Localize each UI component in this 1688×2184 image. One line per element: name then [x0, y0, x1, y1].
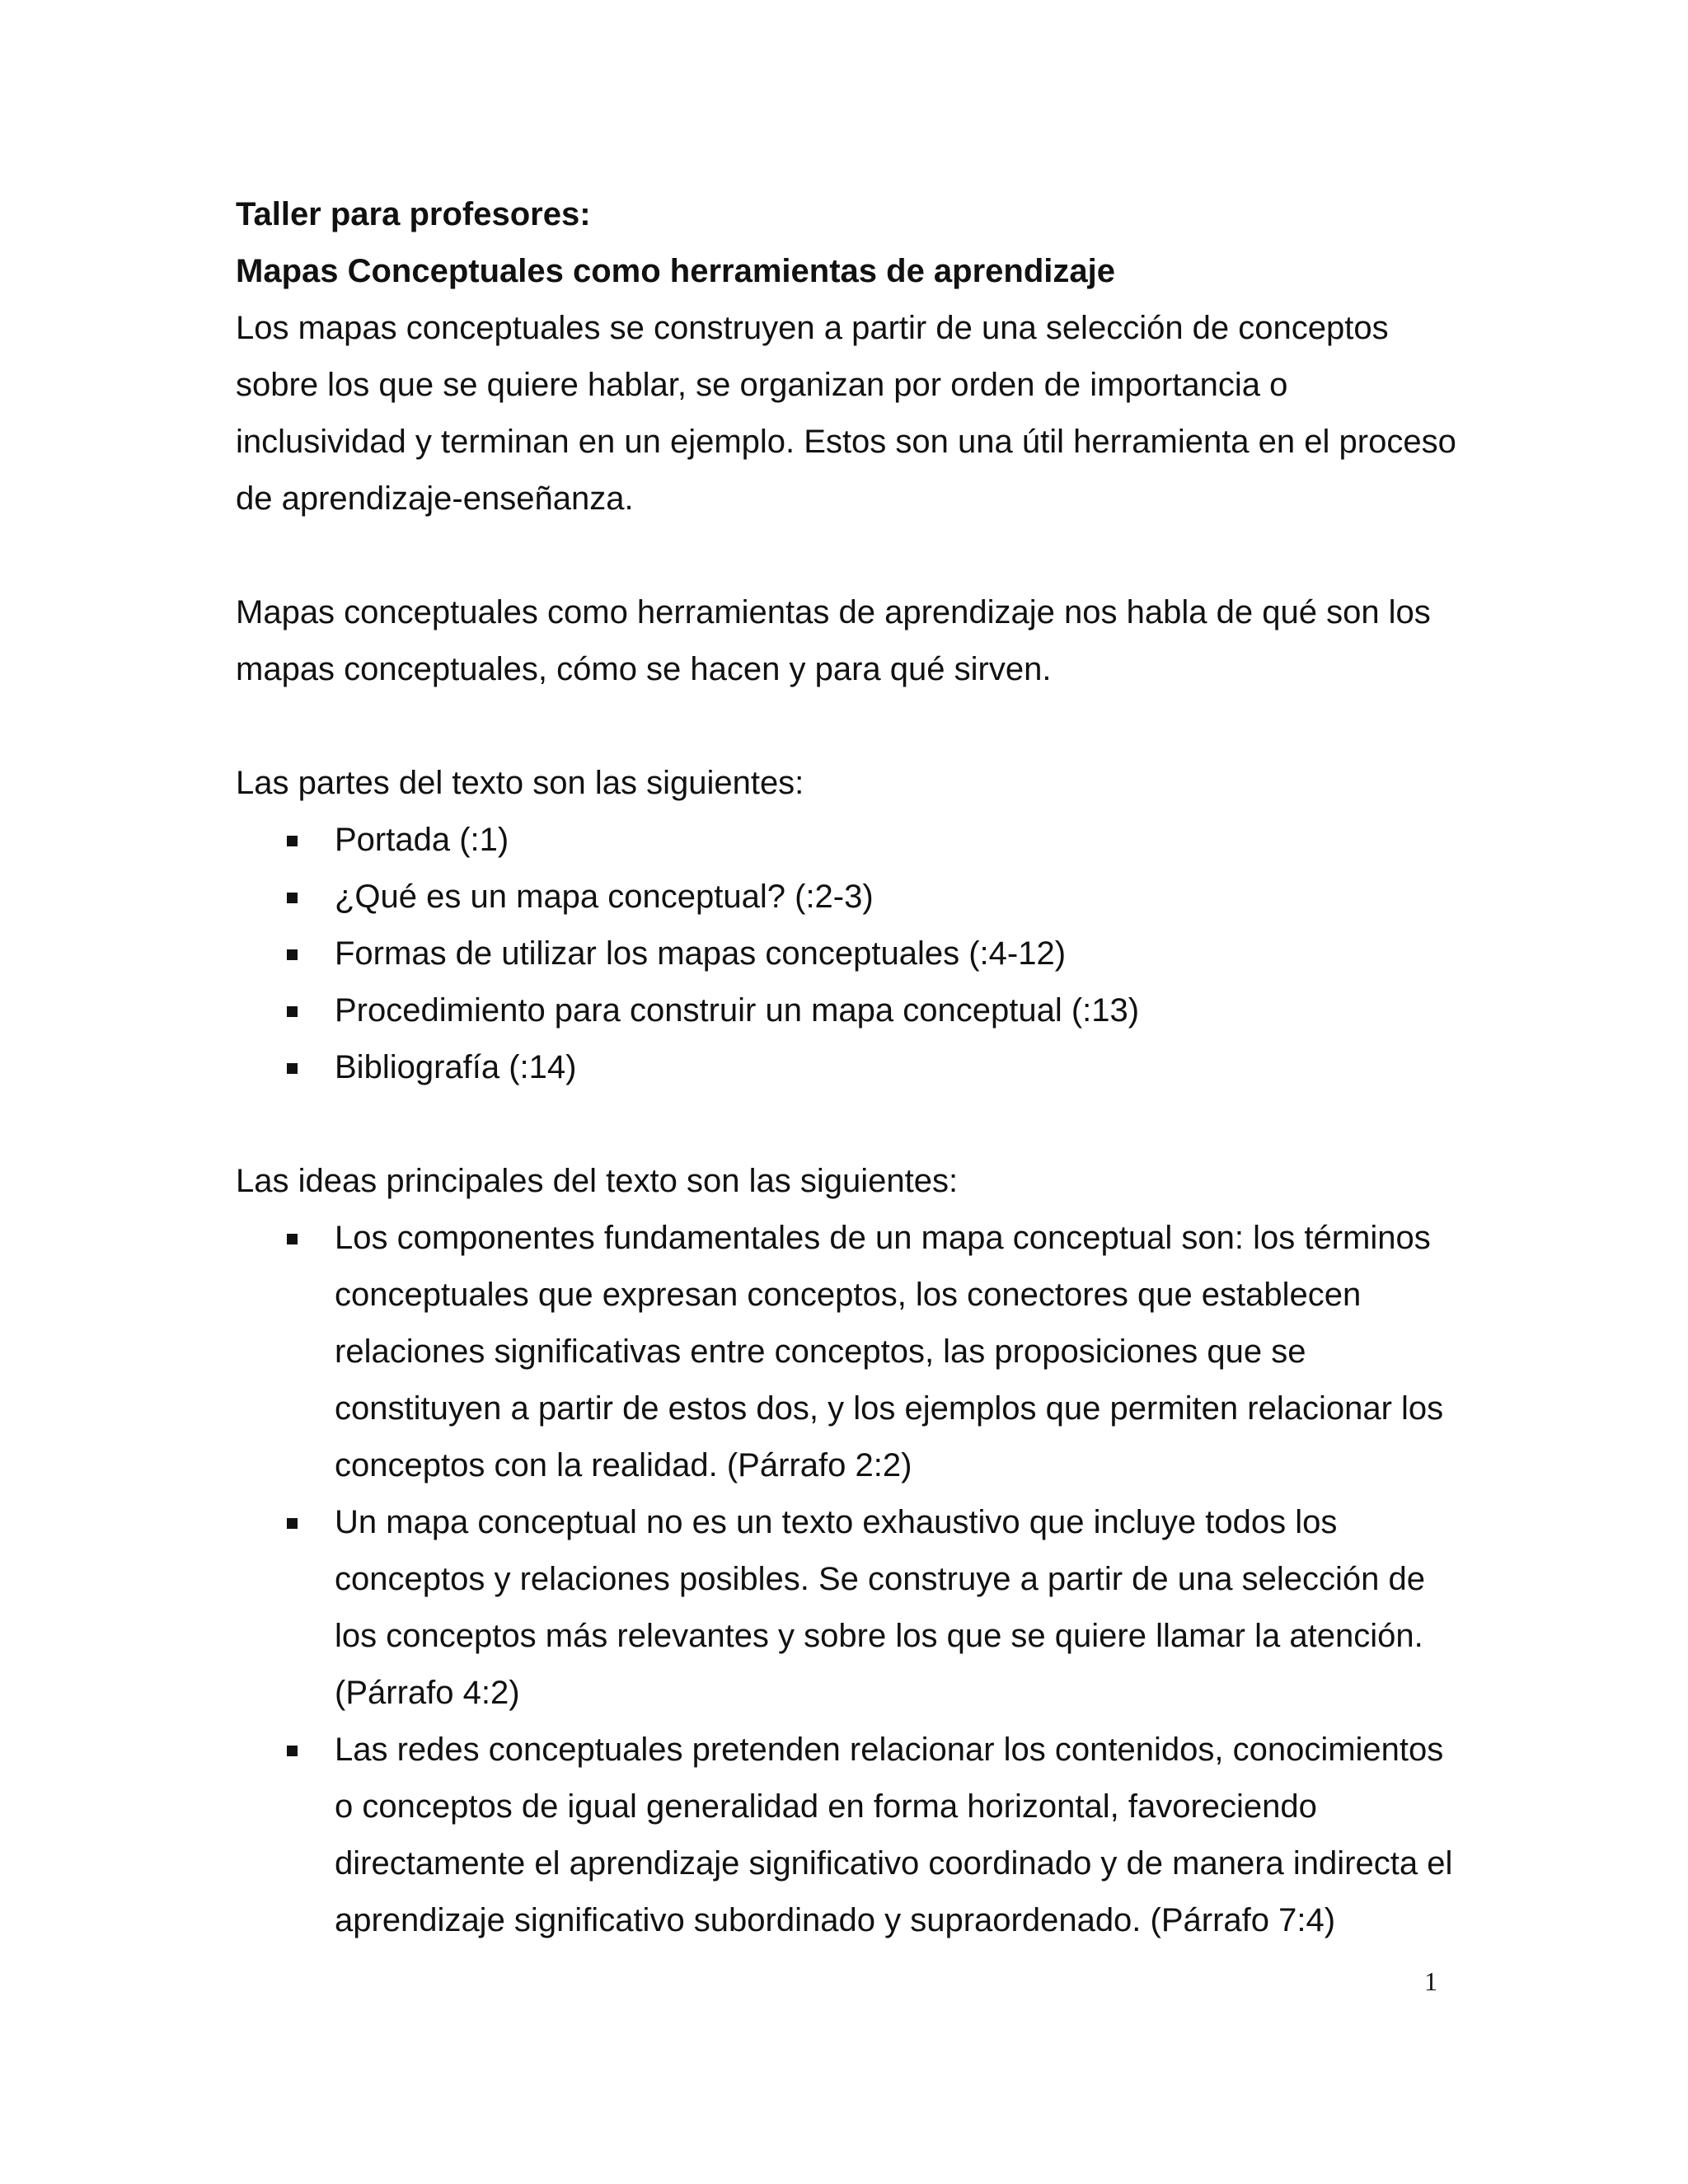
list-item-text: Procedimiento para construir un mapa conceptual (:13)	[335, 992, 1140, 1029]
bullet-square-icon	[287, 893, 298, 903]
bullet-square-icon	[287, 949, 298, 960]
list-item-text: Formas de utilizar los mapas conceptuales (:4-12)	[335, 935, 1067, 972]
list-item	[236, 1722, 1464, 1949]
list-item	[236, 869, 1464, 926]
bullet-square-icon	[287, 1063, 298, 1074]
bullet-square-icon	[287, 836, 298, 846]
bullet-square-icon	[287, 1234, 298, 1244]
list-item-text: Un mapa conceptual no es un texto exhaustivo que incluye todos los conceptos y relaciones posibles. Se construye a partir de una selección de los conceptos más relevantes y sobre los que se quiere llamar la atención. (Párrafo 4:2)	[335, 1504, 1425, 1711]
list-item-text: ¿Qué es un mapa conceptual? (:2-3)	[335, 879, 874, 915]
list-item-text: Los componentes fundamentales de un mapa conceptual son: los términos conceptuales que expresan conceptos, los conectores que establecen relaciones significativas entre conceptos, las proposiciones que se constituyen a partir de estos dos, y los ejemplos que permiten relacionar los conceptos con la realidad. (Párrafo 2:2)	[335, 1220, 1444, 1483]
list-item	[236, 982, 1464, 1039]
heading-line-1: Taller para profesores:	[236, 196, 591, 232]
blank-line	[236, 527, 1464, 584]
blank-line	[236, 1096, 1464, 1153]
ideas-heading: Las ideas principales del texto son las siguientes:	[236, 1163, 959, 1199]
parts-heading: Las partes del texto son las siguientes:	[236, 765, 804, 801]
intro-paragraph: Los mapas conceptuales se construyen a partir de una selección de conceptos sobre los que se quiere hablar, se organizan por orden de importancia o inclusividad y terminan en un ejemplo. Estos son una útil herramienta en el proceso de aprendizaje-enseñanza.	[236, 310, 1456, 517]
ideas-list	[236, 1210, 1464, 1949]
list-item	[236, 812, 1464, 869]
list-item	[236, 1039, 1464, 1096]
bullet-square-icon	[287, 1746, 298, 1756]
summary-paragraph: Mapas conceptuales como herramientas de aprendizaje nos habla de qué son los mapas conceptuales, cómo se hacen y para qué sirven.	[236, 594, 1431, 687]
parts-list	[236, 812, 1464, 1096]
list-item-text: Las redes conceptuales pretenden relacionar los contenidos, conocimientos o conceptos de igual generalidad en forma horizontal, favoreciendo directamente el aprendizaje significativo coordinado y de manera indirecta el aprendizaje significativo subordinado y supraordenado. (Párrafo 7:4)	[335, 1732, 1453, 1938]
list-item-text: Portada (:1)	[335, 822, 509, 858]
heading-line-2: Mapas Conceptuales como herramientas de aprendizaje	[236, 253, 1116, 289]
page-number: 1	[1424, 1966, 1437, 1996]
bullet-square-icon	[287, 1006, 298, 1017]
list-item	[236, 1210, 1464, 1494]
document-body	[236, 186, 1464, 1949]
blank-line	[236, 698, 1464, 755]
list-item-text: Bibliografía (:14)	[335, 1049, 577, 1085]
list-item	[236, 1494, 1464, 1722]
list-item	[236, 926, 1464, 982]
bullet-square-icon	[287, 1518, 298, 1529]
